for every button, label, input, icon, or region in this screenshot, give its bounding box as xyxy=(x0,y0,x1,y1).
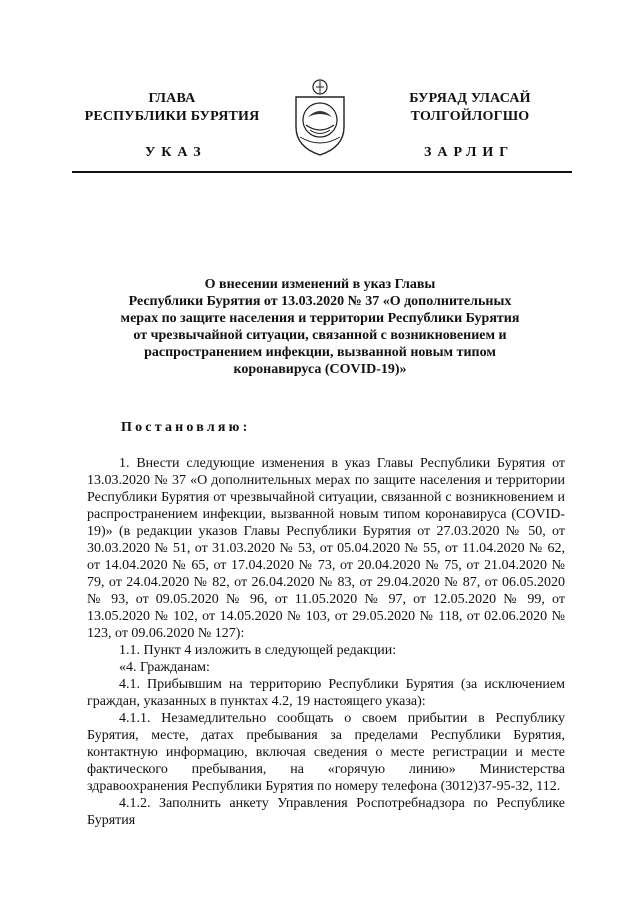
decree-word: Постановляю: xyxy=(121,420,251,435)
document-body xyxy=(87,455,565,829)
title-line: О внесении изменений в указ Главы xyxy=(204,277,436,292)
paragraph: «4. Гражданам: xyxy=(119,660,210,675)
header-right xyxy=(370,90,570,126)
paragraph: 1.1. Пункт 4 изложить в следующей редакции: xyxy=(119,643,397,658)
header-left-line1: ГЛАВА xyxy=(148,91,196,106)
act-type-ru: УКАЗ xyxy=(145,145,207,160)
paragraph: 4.1.2. Заполнить анкету Управления Роспотребнадзора по Республике Бурятия xyxy=(87,796,565,828)
header-left-line2: РЕСПУБЛИКИ БУРЯТИЯ xyxy=(84,109,260,124)
header-right-line1: БУРЯАД УЛАСАЙ xyxy=(409,91,531,106)
title-line: распространением инфекции, вызванной новым типом xyxy=(144,345,496,360)
paragraph: 1. Внести следующие изменения в указ Главы Республики Бурятия от 13.03.2020 № 37 «О дополнительных мерах по защите населения и территории Республики Бурятия от чрезвычайной ситуации, связанной с возникновением и распространением инфекции, вызванной новым типом коронавируса (COVID-19)» (в редакции указов Главы Республики Бурятия от 27.03.2020 № 50, от 30.03.2020 № 51, от 31.03.2020 № 53, от 05.04.2020 № 55, от 11.04.2020 № 62, от 14.04.2020 № 65, от 17.04.2020 № 73, от 20.04.2020 № 75, от 21.04.2020 № 79, от 24.04.2020 № 82, от 26.04.2020 № 83, от 29.04.2020 № 87, от 06.05.2020 № 93, от 09.05.2020 № 96, от 11.05.2020 № 97, от 12.05.2020 № 99, от 13.05.2020 № 102, от 14.05.2020 № 103, от 29.05.2020 № 118, от 02.06.2020 № 123, от 09.06.2020 № 127): xyxy=(87,456,565,641)
header-left xyxy=(72,90,272,126)
paragraph: 4.1.1. Незамедлительно сообщать о своем прибытии в Республику Бурятия, месте, датах пребывания за пределами Республики Бурятия, контактную информацию, включая сведения о месте регистрации и месте фактического пребывания, на «горячую линию» Министерства здравоохранения Республики Бурятия по номеру телефона (3012)37-95-32, 112. xyxy=(87,711,565,794)
document-title xyxy=(95,276,545,378)
title-line: коронавируса (COVID-19)» xyxy=(233,362,407,377)
header-right-line2: ТОЛГОЙЛОГШО xyxy=(410,109,530,124)
title-line: Республики Бурятия от 13.03.2020 № 37 «О дополнительных xyxy=(128,294,512,309)
act-type-bua: ЗАРЛИГ xyxy=(424,145,515,160)
title-line: от чрезвычайной ситуации, связанной с возникновением и xyxy=(133,328,507,343)
title-line: мерах по защите населения и территории Республики Бурятия xyxy=(120,311,520,326)
paragraph: 4.1. Прибывшим на территорию Республики Бурятия (за исключением граждан, указанных в пунктах 4.2, 19 настоящего указа): xyxy=(87,677,565,709)
header-divider xyxy=(72,171,572,173)
coat-of-arms-icon xyxy=(290,75,350,157)
